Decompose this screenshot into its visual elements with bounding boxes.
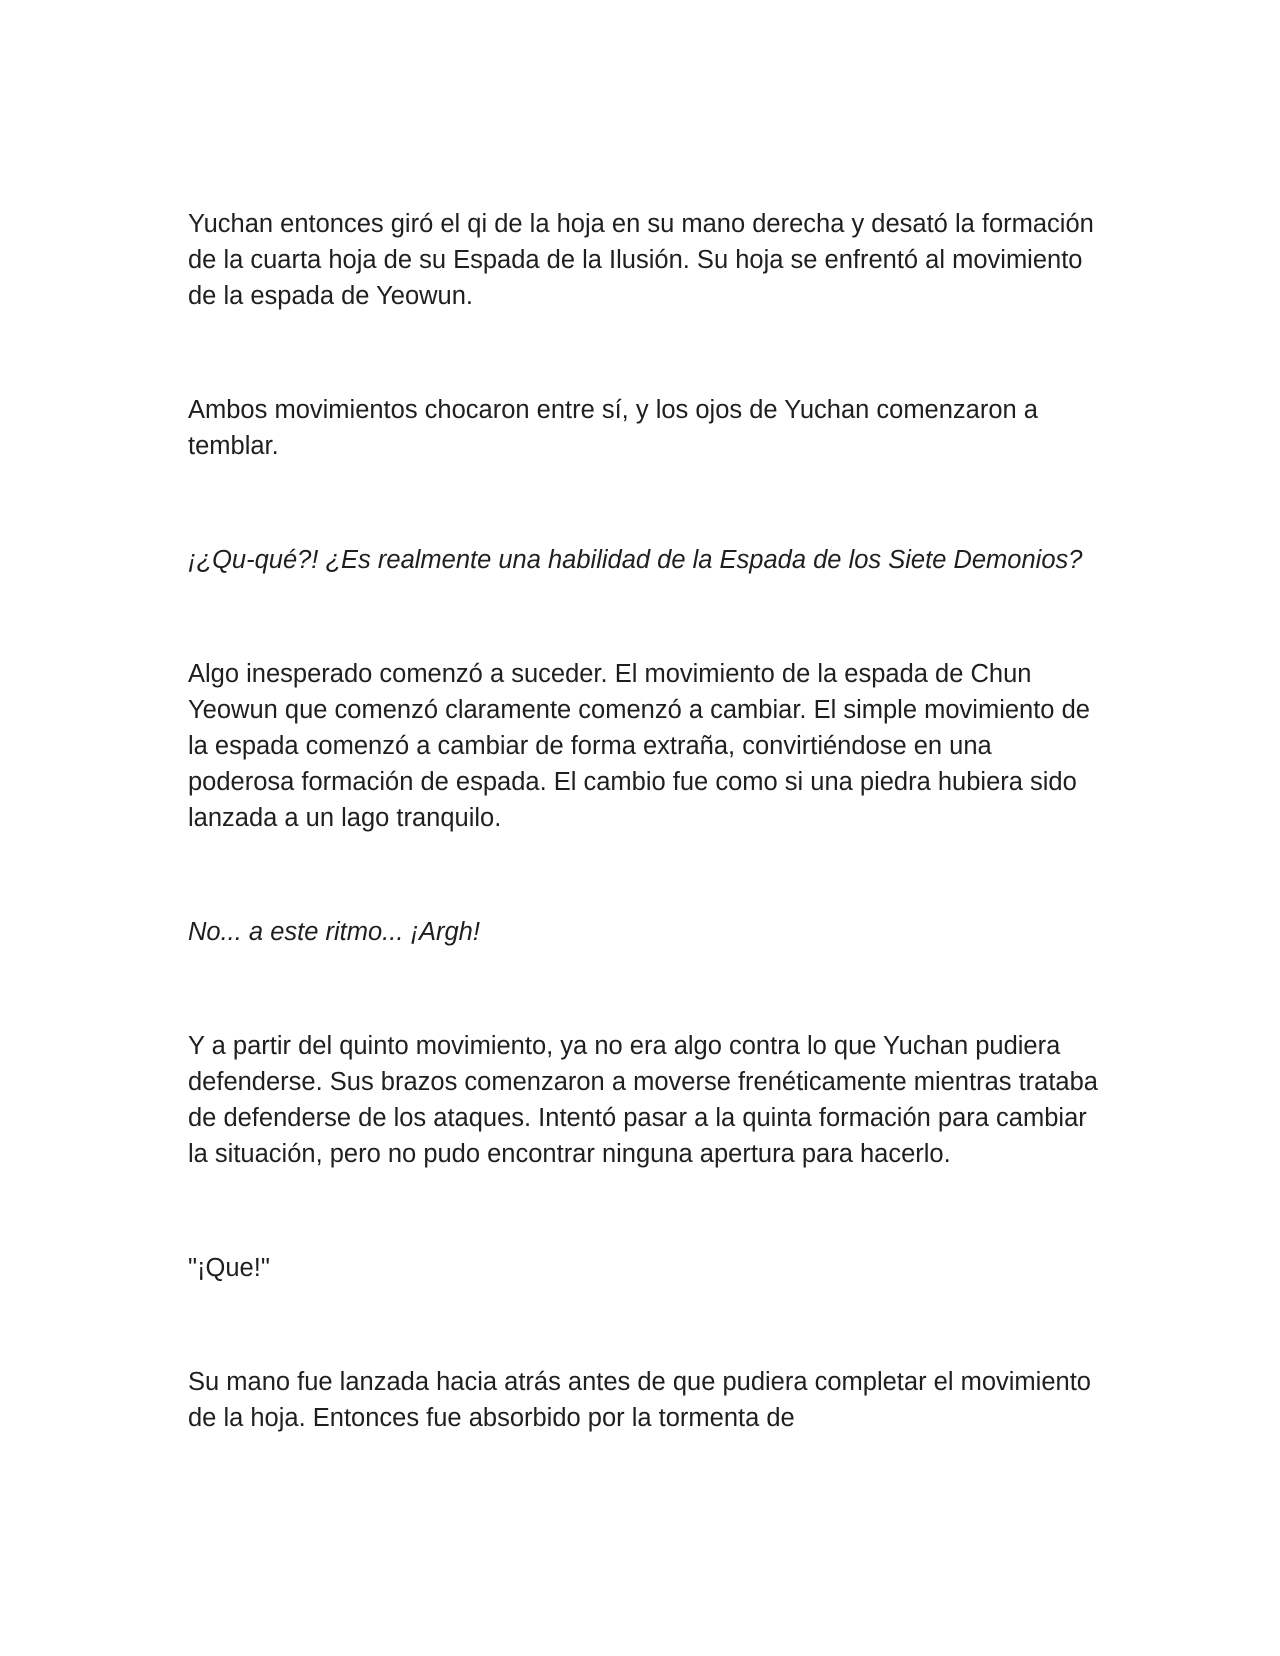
paragraph-1: Yuchan entonces giró el qi de la hoja en su mano derecha y desató la formación de la cuarta hoja de su Espada de la Ilusión. Su hoja se enfrentó al movimiento de la espada de Yeowun.	[188, 210, 1094, 310]
paragraph-2: Ambos movimientos chocaron entre sí, y los ojos de Yuchan comenzaron a temblar.	[188, 396, 1038, 460]
document-page	[188, 206, 1098, 1514]
paragraph-5-thought: No... a este ritmo... ¡Argh!	[188, 918, 480, 946]
paragraph-7-dialogue: "¡Que!"	[188, 1254, 270, 1282]
paragraph-3-thought: ¡¿Qu-qué?! ¿Es realmente una habilidad de la Espada de los Siete Demonios?	[188, 546, 1083, 574]
paragraph-4: Algo inesperado comenzó a suceder. El movimiento de la espada de Chun Yeowun que comenzó claramente comenzó a cambiar. El simple movimiento de la espada comenzó a cambiar de forma extraña, convirtiéndose en una poderosa formación de espada. El cambio fue como si una piedra hubiera sido lanzada a un lago tranquilo.	[188, 660, 1090, 832]
paragraph-6: Y a partir del quinto movimiento, ya no era algo contra lo que Yuchan pudiera defenderse. Sus brazos comenzaron a moverse frenéticamente mientras trataba de defenderse de los ataques. Intentó pasar a la quinta formación para cambiar la situación, pero no pudo encontrar ninguna apertura para hacerlo.	[188, 1032, 1098, 1168]
paragraph-8: Su mano fue lanzada hacia atrás antes de que pudiera completar el movimiento de la hoja. Entonces fue absorbido por la tormenta de	[188, 1368, 1091, 1432]
